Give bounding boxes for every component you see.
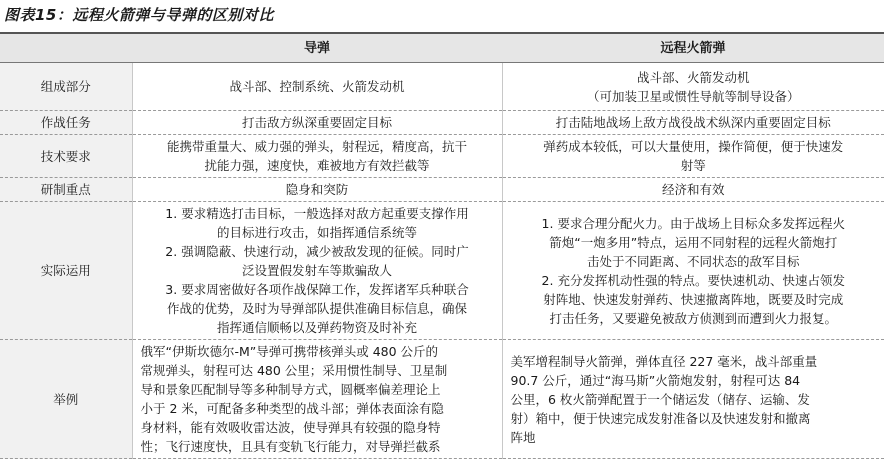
rocket-cell-line: 阵地: [510, 429, 536, 445]
rocket-cell: [502, 111, 884, 135]
header-missile: 导弹: [132, 33, 502, 63]
missile-cell-line: 身材料，能有效吸收雷达波，使导弹具有较强的隐身特: [140, 420, 441, 435]
comparison-table: [0, 32, 884, 459]
rocket-cell-line: 弹药成本较低，可以大量使用，操作简便，便于快速发: [543, 139, 844, 154]
rocket-cell: [502, 135, 884, 178]
rocket-cell-line: 箭炮“一炮多用”特点，运用不同射程的远程火箭炮打: [549, 234, 838, 250]
row-label: 实际运用: [0, 202, 132, 340]
missile-cell: [132, 63, 502, 111]
rocket-cell-line: 射等: [680, 158, 706, 173]
rocket-cell: [502, 202, 884, 340]
missile-cell: [132, 178, 502, 202]
row-label: 技术要求: [0, 135, 132, 178]
header-rocket: 远程火箭弹: [502, 33, 884, 63]
rocket-cell: [502, 63, 884, 111]
missile-cell-line: 扰能力强，速度快，难被地方有效拦截等: [204, 158, 430, 173]
row-label: 举例: [0, 340, 132, 459]
missile-cell-line: 能携带重量大、威力强的弹头，射程远，精度高，抗干: [166, 139, 467, 154]
row-label: 作战任务: [0, 111, 132, 135]
missile-cell: [132, 202, 502, 340]
rocket-cell-line: 战斗部、火箭发动机: [636, 69, 750, 85]
missile-cell-line: 1. 要求精选打击目标，一般选择对敌方起重要支撑作用: [165, 206, 469, 221]
rocket-cell-line: （可加装卫星或惯性导航等制导设备）: [586, 88, 800, 104]
header-empty: [0, 33, 132, 63]
missile-cell-line: 俄军“伊斯坎德尔-M”导弹可携带核弹头或 480 公斤的: [140, 344, 439, 359]
table-row: [0, 202, 884, 340]
rocket-cell-line: 打击任务，又要避免被敌方侦测到而遭到火力报复。: [549, 310, 837, 326]
missile-cell-line: 打击敌方纵深重要固定目标: [241, 115, 392, 130]
missile-cell-line: 的目标进行攻击，如指挥通信系统等: [216, 225, 417, 240]
table-row: [0, 63, 884, 111]
table-row: [0, 135, 884, 178]
missile-cell-line: 泛设置假发射车等欺骗敌人: [241, 263, 392, 278]
rocket-cell: [502, 178, 884, 202]
table-row: [0, 111, 884, 135]
missile-cell: [132, 340, 502, 459]
rocket-cell-line: 90.7 公斤，通过“海马斯”火箭炮发射，射程可达 84: [510, 372, 801, 388]
missile-cell-line: 指挥通信顺畅以及弹药物资及时补充: [216, 320, 417, 335]
missile-cell: [132, 135, 502, 178]
missile-cell-line: 导和景象匹配制导等多种制导方式，圆概率偏差理论上: [140, 382, 441, 397]
missile-cell-line: 战斗部、控制系统、火箭发动机: [229, 79, 405, 94]
table-row: [0, 340, 884, 459]
rocket-cell-line: 击处于不同距离、不同状态的敌军目标: [586, 253, 800, 269]
missile-cell-line: 常规弹头，射程可达 480 公里；采用惯性制导、卫星制: [140, 363, 448, 378]
figure-title: 图表15：远程火箭弹与导弹的区别对比: [4, 6, 274, 24]
rocket-cell-line: 公里，6 枚火箭弹配置于一个储运发（储存、运输、发: [510, 391, 810, 407]
rocket-cell-line: 打击陆地战场上敌方战役战术纵深内重要固定目标: [555, 115, 831, 130]
missile-cell-line: 2. 强调隐蔽、快速行动，减少被敌发现的征候。同时广: [165, 244, 469, 259]
rocket-cell-line: 1. 要求合理分配火力。由于战场上目标众多发挥远程火: [541, 215, 845, 231]
rocket-cell-line: 射）箱中，便于快速完成发射准备以及快速发射和撤离: [510, 410, 811, 426]
missile-cell: [132, 111, 502, 135]
missile-cell-line: 小于 2 米，可配备多种类型的战斗部；弹体表面涂有隐: [140, 401, 444, 416]
missile-cell-line: 性；飞行速度快，且具有变轨飞行能力，对导弹拦截系: [140, 439, 441, 454]
missile-cell-line: 作战的优势，及时为导弹部队提供准确目标信息，确保: [166, 301, 467, 316]
rocket-cell-line: 美军增程制导火箭弹，弹体直径 227 毫米，战斗部重量: [510, 353, 818, 369]
rocket-cell: [502, 340, 884, 459]
row-label: 研制重点: [0, 178, 132, 202]
table-header-row: [0, 33, 884, 63]
rocket-cell-line: 2. 充分发挥机动性强的特点。要快速机动、快速占领发: [541, 272, 845, 288]
table-row: [0, 178, 884, 202]
row-label: 组成部分: [0, 63, 132, 111]
rocket-cell-line: 经济和有效: [661, 182, 725, 197]
missile-cell-line: 3. 要求周密做好各项作战保障工作，发挥诸军兵种联合: [165, 282, 469, 297]
rocket-cell-line: 射阵地、快速发射弹药、快速撤离阵地，既要及时完成: [543, 291, 844, 307]
missile-cell-line: 隐身和突防: [285, 182, 349, 197]
